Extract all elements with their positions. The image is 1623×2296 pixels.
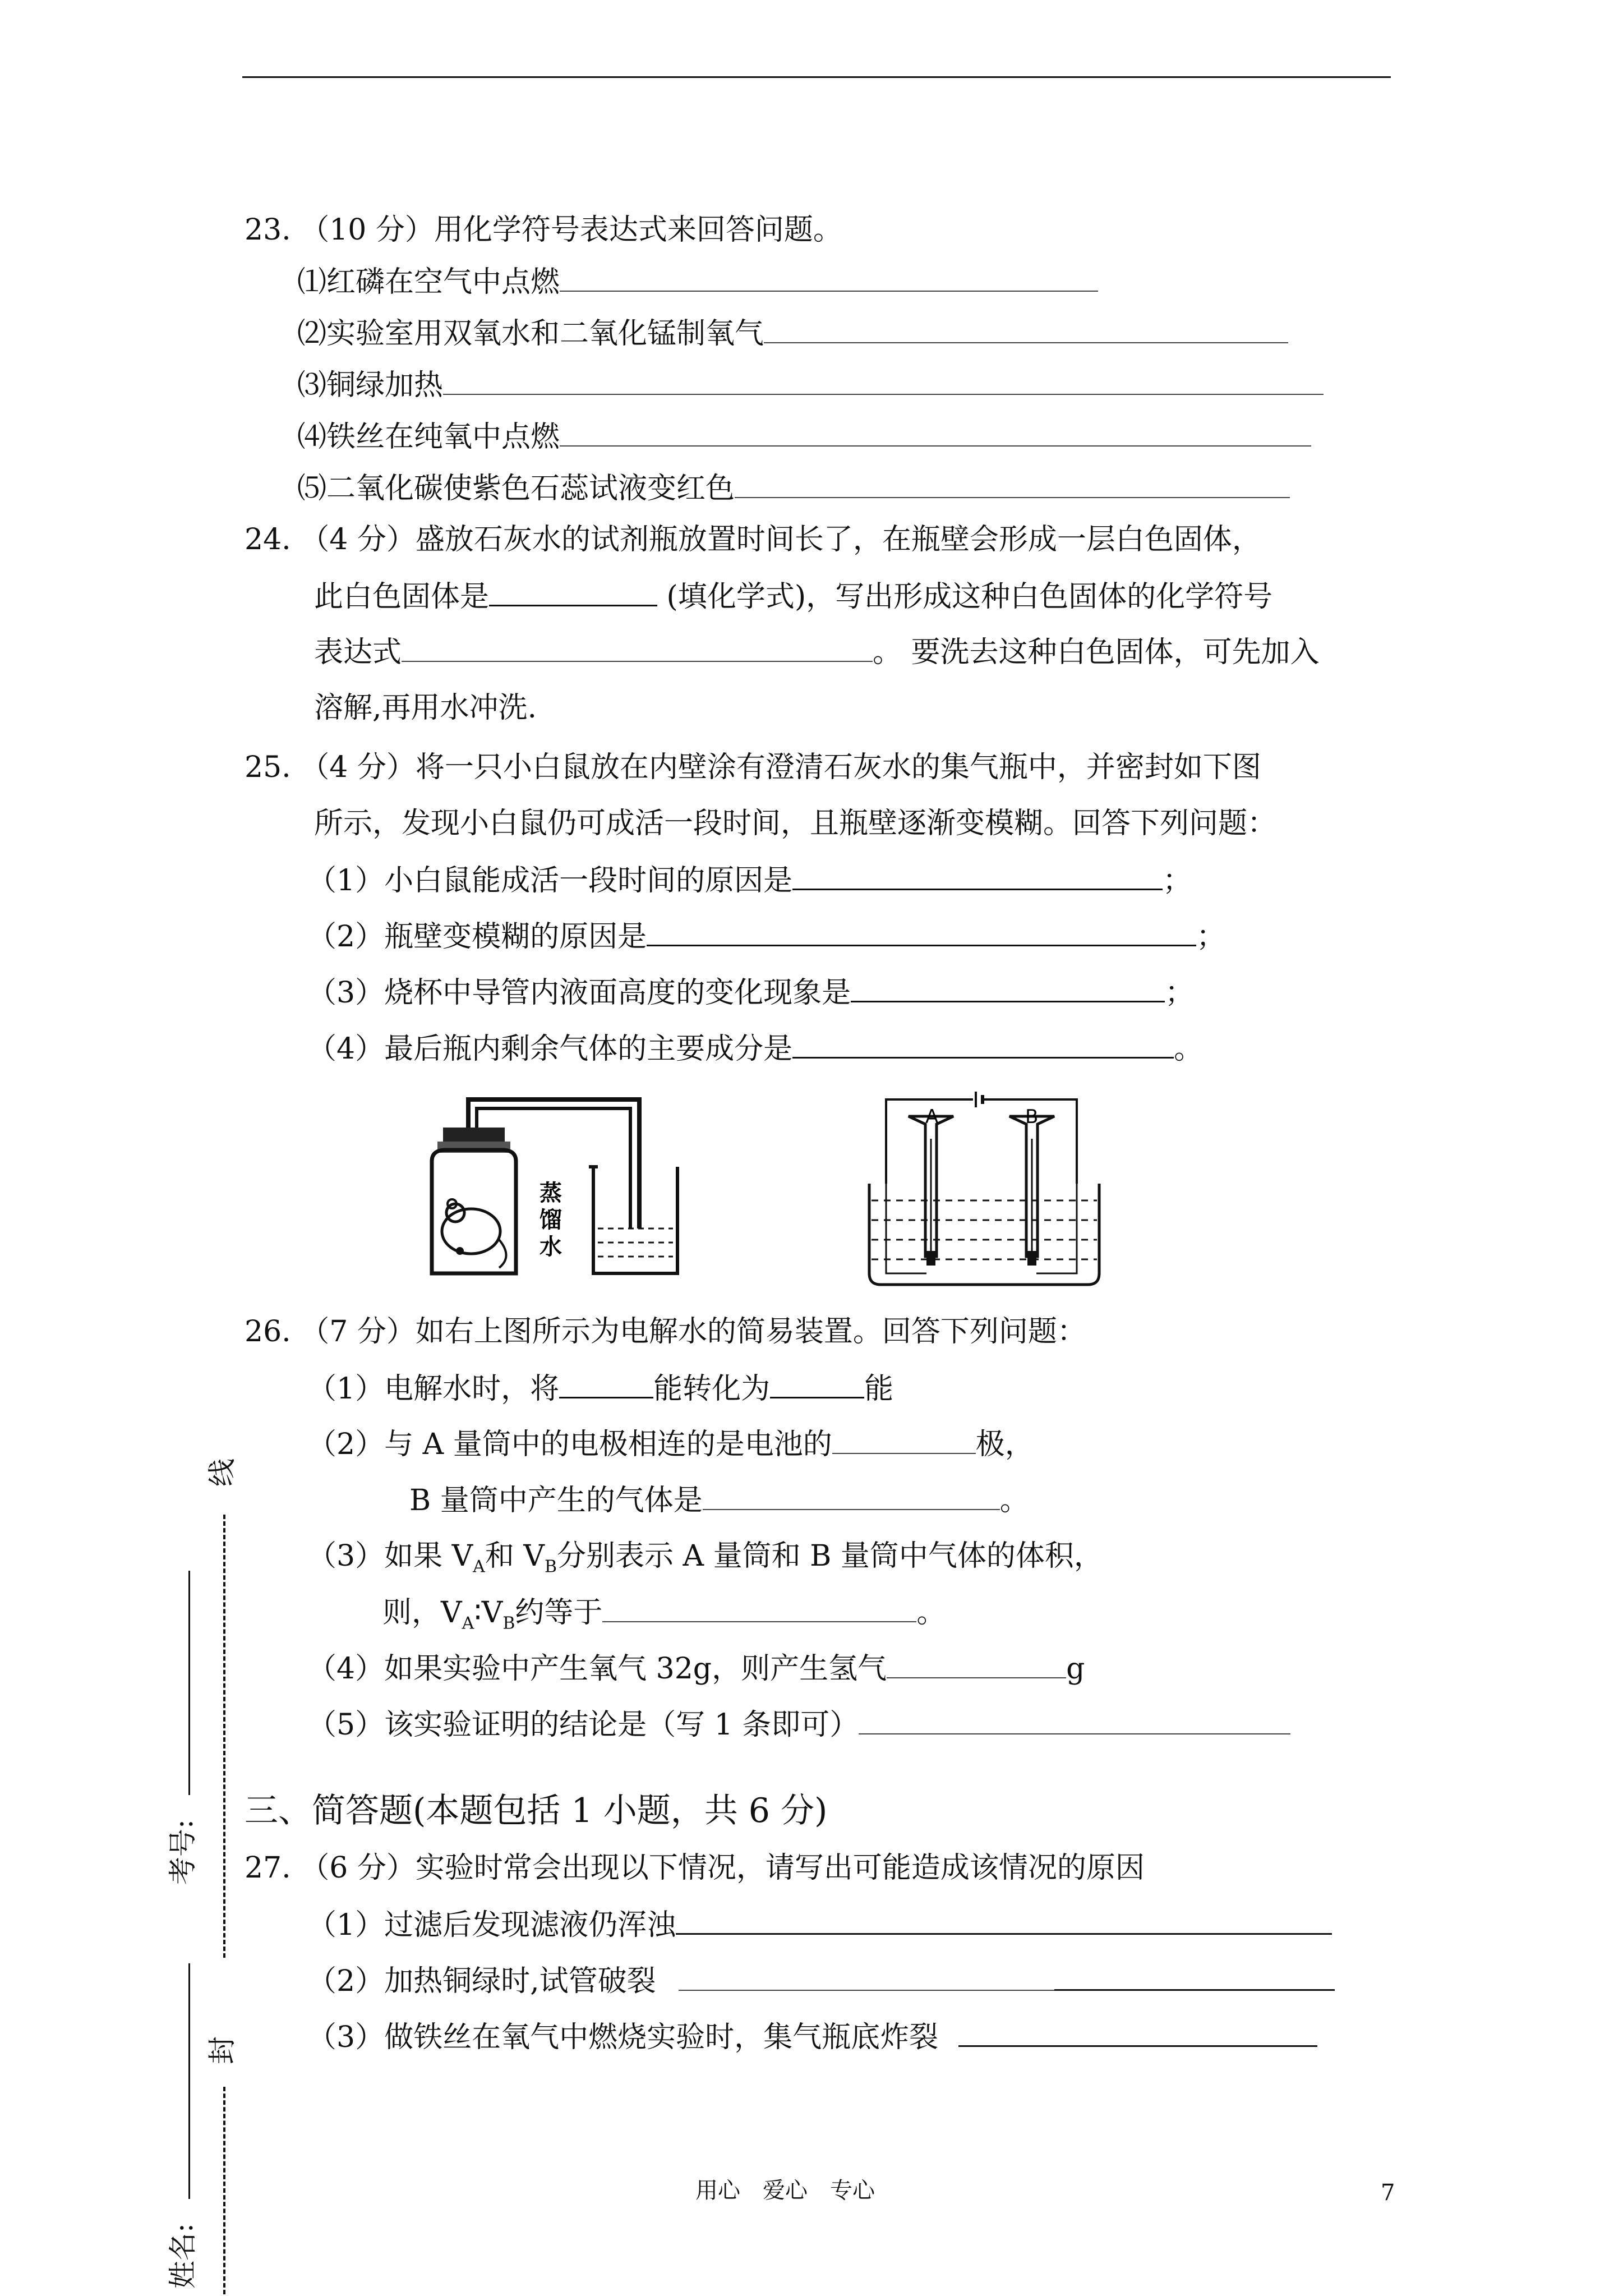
electrolysis-figure <box>864 1088 1110 1290</box>
answer-blank[interactable] <box>676 1906 1332 1935</box>
answer-blank[interactable] <box>559 1370 653 1398</box>
mouse-icon <box>442 1199 506 1268</box>
answer-blank[interactable] <box>887 1650 1066 1678</box>
q27-item-3: （3）做铁丝在氧气中燃烧实验时，集气瓶底炸裂 <box>307 2018 1317 2055</box>
q26-title: 26. （7 分）如右上图所示为电解水的简易装置。回答下列问题： <box>245 1315 1086 1349</box>
label-a: A <box>925 1106 939 1128</box>
q23-item-1: ⑴红磷在空气中点燃 <box>297 264 1098 300</box>
q27-item-2: （2）加热铜绿时,试管破裂 <box>307 1962 1335 1999</box>
q25-line-1: 25. （4 分）将一只小白鼠放在内壁涂有澄清石灰水的集气瓶中，并密封如下图 <box>245 751 1261 784</box>
page-number: 7 <box>1381 2180 1395 2206</box>
answer-blank[interactable] <box>443 367 1324 395</box>
answer-blank[interactable] <box>792 1030 1174 1059</box>
answer-blank[interactable] <box>489 578 657 606</box>
answer-blank[interactable] <box>402 634 873 662</box>
q24-line-2: 此白色固体是 (填化学式)，写出形成这种白色固体的化学符号 <box>314 578 1272 615</box>
footer-slogan: 用心 爱心 专心 <box>695 2178 875 2203</box>
mouse-jar-figure <box>415 1088 774 1285</box>
margin-line-char: 线 <box>206 1458 238 1487</box>
answer-blank[interactable] <box>703 1482 1000 1510</box>
q26-item-2b: B 量筒中产生的气体是 。 <box>409 1482 1029 1519</box>
distilled-water-label-3: 水 <box>540 1234 562 1260</box>
q23-item-2: ⑵实验室用双氧水和二氧化锰制氧气 <box>297 315 1288 352</box>
margin-dashed-line-2 <box>223 2087 225 2294</box>
name-blank[interactable] <box>188 1963 190 2199</box>
q24-line-1: 24. （4 分）盛放石灰水的试剂瓶放置时间长了，在瓶壁会形成一层白色固体， <box>245 523 1261 556</box>
margin-seal-char: 封 <box>206 2036 238 2064</box>
answer-blank[interactable] <box>560 418 1311 447</box>
exam-no-blank[interactable] <box>188 1571 190 1795</box>
answer-blank[interactable] <box>958 2018 1317 2047</box>
answer-blank[interactable] <box>859 1706 1290 1734</box>
q27-title: 27. （6 分）实验时常会出现以下情况，请写出可能造成该情况的原因 <box>245 1851 1145 1885</box>
q26-item-2: （2）与 A 量筒中的电极相连的是电池的 极， <box>307 1426 1034 1462</box>
exam-no-label: 考号: <box>167 1819 199 1885</box>
answer-blank[interactable] <box>1054 1962 1335 1991</box>
distilled-water-label-1: 蒸 <box>540 1180 562 1206</box>
header-rule <box>242 76 1391 78</box>
answer-blank[interactable] <box>851 974 1165 1002</box>
q26-item-3b: 则，$V_A∶V_B$约等于 。 <box>382 1594 946 1641</box>
q25-item-2: （2）瓶壁变模糊的原因是 ； <box>307 918 1225 955</box>
q23-item-3: ⑶铜绿加热 <box>297 367 1324 403</box>
q25-item-1: （1）小白鼠能成活一段时间的原因是 ； <box>307 862 1192 899</box>
answer-blank[interactable] <box>602 1594 916 1622</box>
section-3-title: 三、简答题(本题包括 1 小题，共 6 分) <box>245 1791 828 1830</box>
answer-blank[interactable] <box>764 315 1288 343</box>
q24-line-4: 溶解,再用水冲洗. <box>314 691 537 725</box>
margin-dashed-line <box>223 1515 225 1958</box>
q24-line-3: 表达式 。 要洗去这种白色固体，可先加入 <box>314 634 1320 670</box>
q26-item-4: （4）如果实验中产生氧气 32g，则产生氢气 g <box>307 1650 1085 1687</box>
distilled-water-label-2: 馏 <box>540 1207 562 1233</box>
q25-item-3: （3）烧杯中导管内液面高度的变化现象是 ； <box>307 974 1194 1011</box>
name-label: 姓名: <box>167 2223 199 2289</box>
answer-blank[interactable] <box>679 1963 1054 1991</box>
q23-item-4: ⑷铁丝在纯氧中点燃 <box>297 418 1311 455</box>
q26-item-5: （5）该实验证明的结论是（写 1 条即可） <box>307 1706 1290 1743</box>
q25-line-2: 所示，发现小白鼠仍可成活一段时间，且瓶壁逐渐变模糊。回答下列问题： <box>314 807 1277 840</box>
answer-blank[interactable] <box>647 918 1196 946</box>
label-b: B <box>1025 1106 1039 1128</box>
answer-blank[interactable] <box>560 264 1098 292</box>
q23-title: 23. （10 分）用化学符号表达式来回答问题。 <box>245 213 842 247</box>
q26-item-3: （3）如果 $V_A$和 $V_B$分别表示 A 量筒和 B 量筒中气体的体积， <box>307 1539 1103 1577</box>
answer-blank[interactable] <box>792 862 1163 890</box>
q27-item-1: （1）过滤后发现滤液仍浑浊 <box>307 1906 1332 1943</box>
answer-blank[interactable] <box>770 1370 864 1398</box>
answer-blank[interactable] <box>735 470 1290 498</box>
answer-blank[interactable] <box>832 1426 976 1454</box>
q25-item-4: （4）最后瓶内剩余气体的主要成分是 。 <box>307 1030 1203 1067</box>
q23-item-5: ⑸二氧化碳使紫色石蕊试液变红色 <box>297 470 1290 507</box>
q26-item-1: （1）电解水时，将 能转化为 能 <box>307 1370 893 1407</box>
